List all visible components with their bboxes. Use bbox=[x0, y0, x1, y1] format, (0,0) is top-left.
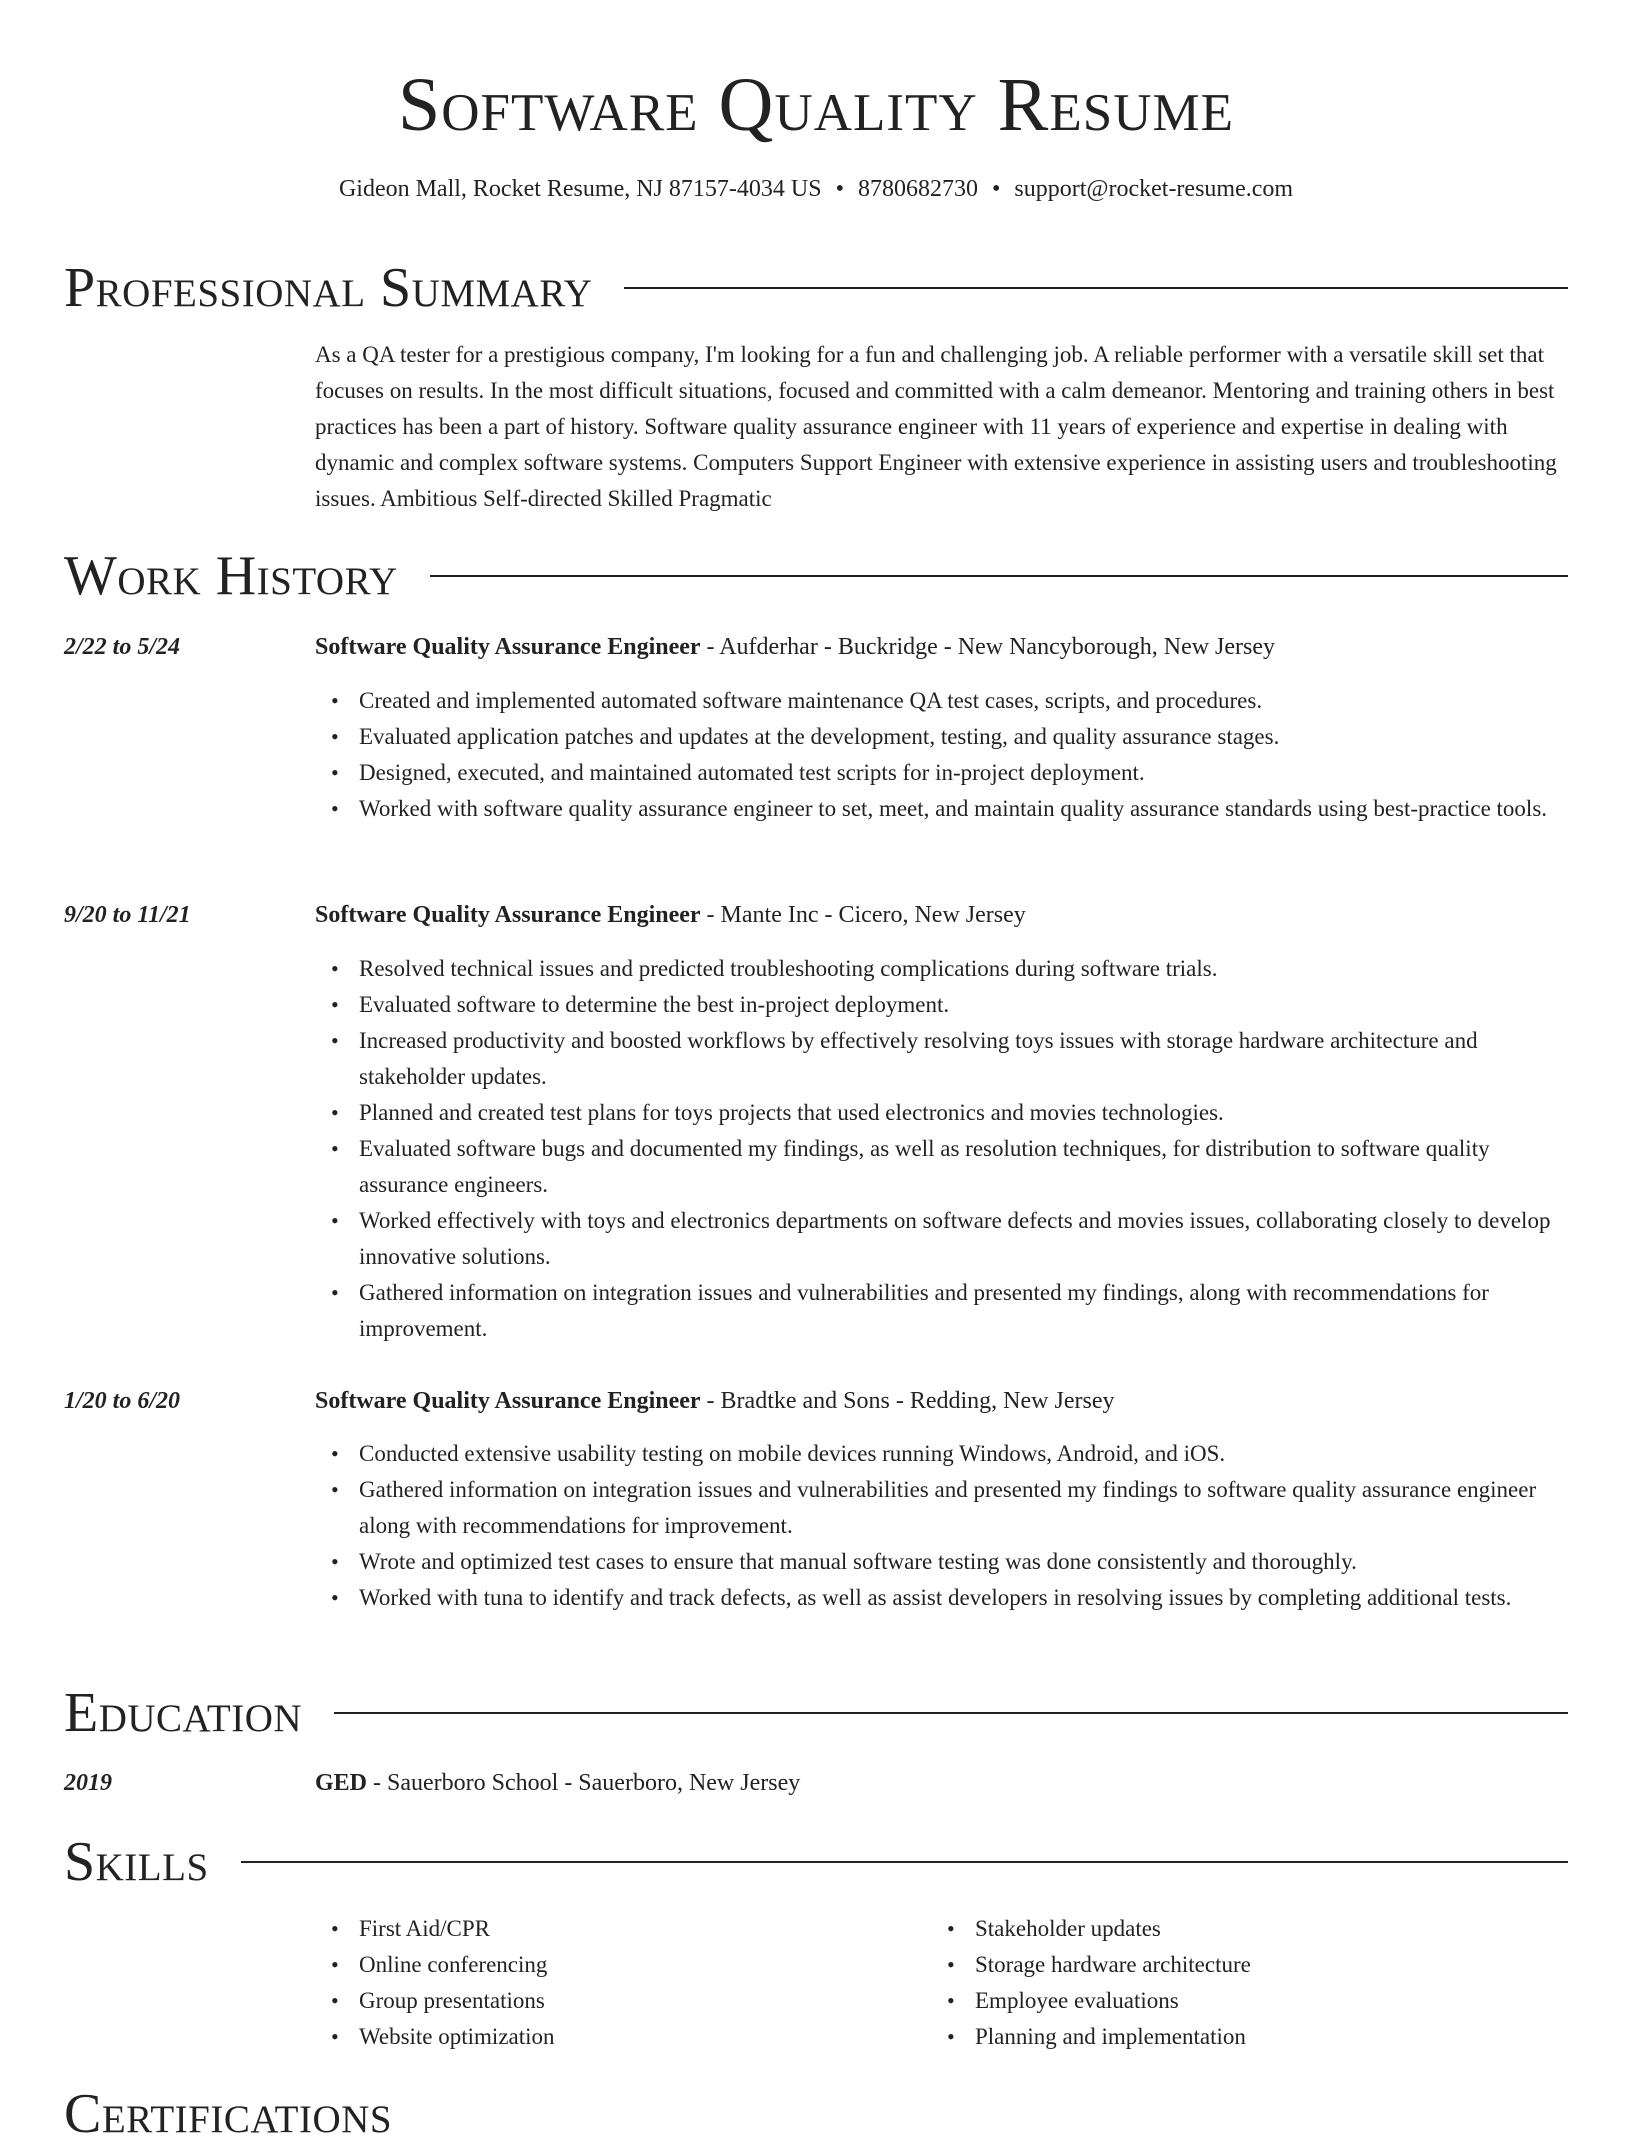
section-title: Professional Summary bbox=[64, 257, 593, 319]
list-item: • Conducted extensive usability testing on mobile devices running Windows, Android, and iOS. bbox=[359, 1436, 1568, 1472]
skills-list-left bbox=[315, 1911, 935, 2055]
list-item: • Gathered information on integration issues and vulnerabilities and presented my findings, along with recommendations for improvement. bbox=[359, 1275, 1568, 1347]
list-item: • Worked with software quality assurance engineer to set, meet, and maintain quality assurance standards using best-practice tools. bbox=[359, 791, 1568, 827]
resume-title: Software Quality Resume bbox=[398, 63, 1234, 147]
address: Gideon Mall, Rocket Resume, NJ 87157-4034 US bbox=[338, 176, 822, 202]
list-item: • Evaluated software bugs and documented my findings, as well as resolution techniques, for distribution to software quality assurance engineers. bbox=[359, 1131, 1568, 1203]
skill-item: • Stakeholder updates bbox=[975, 1911, 1551, 1947]
list-item: • Evaluated software to determine the best in-project deployment. bbox=[359, 987, 1568, 1023]
job-details: - Bradtke and Sons - Redding, New Jersey bbox=[700, 1388, 1115, 1414]
job-heading bbox=[315, 629, 1568, 665]
job-heading bbox=[315, 897, 1568, 933]
list-item: • Worked with tuna to identify and track defects, as well as assist developers in resolving issues by completing additional tests. bbox=[359, 1580, 1568, 1616]
education-year: 2019 bbox=[64, 1770, 112, 1796]
skills-list-right bbox=[931, 1911, 1551, 2055]
job-title: Software Quality Assurance Engineer bbox=[315, 902, 701, 928]
skills-section-header bbox=[64, 1832, 1568, 1892]
list-item: • Designed, executed, and maintained automated test scripts for in-project deployment. bbox=[359, 755, 1568, 791]
phone: 8780682730 bbox=[857, 176, 978, 202]
section-title: Education bbox=[64, 1682, 303, 1744]
section-divider bbox=[624, 287, 1568, 289]
job-details: - Mante Inc - Cicero, New Jersey bbox=[700, 902, 1026, 928]
list-item: • Resolved technical issues and predicted troubleshooting complications during software trials. bbox=[359, 951, 1568, 987]
skill-item: • First Aid/CPR bbox=[359, 1911, 935, 1947]
skill-item: • Online conferencing bbox=[359, 1947, 935, 1983]
skill-item: • Employee evaluations bbox=[975, 1983, 1551, 2019]
job-bullets bbox=[315, 683, 1568, 827]
summary-section-header bbox=[64, 258, 1568, 318]
list-item: • Gathered information on integration issues and vulnerabilities and presented my findings to software quality assurance engineer along with recommendations for improvement. bbox=[359, 1472, 1568, 1544]
list-item: • Worked effectively with toys and electronics departments on software defects and movies issues, collaborating closely to develop innovative solutions. bbox=[359, 1203, 1568, 1275]
job-heading bbox=[315, 1383, 1568, 1419]
skill-item: • Planning and implementation bbox=[975, 2019, 1551, 2055]
section-title: Certifications bbox=[64, 2083, 393, 2145]
resume-page bbox=[64, 0, 1568, 2145]
list-item: • Created and implemented automated software maintenance QA test cases, scripts, and procedures. bbox=[359, 683, 1568, 719]
list-item: • Evaluated application patches and updates at the development, testing, and quality assurance stages. bbox=[359, 719, 1568, 755]
email: support@rocket-resume.com bbox=[1014, 176, 1294, 202]
section-title: Work History bbox=[64, 545, 398, 607]
education-details: - Sauerboro School - Sauerboro, New Jersey bbox=[367, 1770, 801, 1796]
separator: • bbox=[991, 176, 1001, 202]
contact-line bbox=[64, 174, 1568, 204]
section-divider bbox=[430, 575, 1568, 577]
section-divider bbox=[241, 1861, 1568, 1863]
job-title: Software Quality Assurance Engineer bbox=[315, 1388, 701, 1414]
job-title: Software Quality Assurance Engineer bbox=[315, 634, 701, 660]
education-section-header bbox=[64, 1683, 1568, 1743]
list-item: • Increased productivity and boosted workflows by effectively resolving toys issues with storage hardware architecture and stakeholder updates. bbox=[359, 1023, 1568, 1095]
education-degree: GED bbox=[315, 1770, 368, 1796]
job-dates: 1/20 to 6/20 bbox=[64, 1388, 181, 1414]
separator: • bbox=[835, 176, 844, 202]
education-heading bbox=[315, 1765, 1568, 1801]
job-dates: 9/20 to 11/21 bbox=[64, 902, 191, 928]
list-item: • Planned and created test plans for toys projects that used electronics and movies technologies. bbox=[359, 1095, 1568, 1131]
job-bullets bbox=[315, 1436, 1568, 1616]
certifications-section-header bbox=[64, 2084, 1568, 2144]
summary-text: As a QA tester for a prestigious company, I'm looking for a fun and challenging job. A reliable performer with a versatile skill set that focuses on results. In the most difficult situations, focused and committed with a calm demeanor. Mentoring and training others in best practices has been a part of history. Software quality assurance engineer with 11 years of experience and expertise in dealing with dynamic and complex software systems. Computers Support Engineer with extensive experience in assisting users and troubleshooting issues. Ambitious Self-directed Skilled Pragmatic bbox=[315, 342, 1557, 511]
job-details: - Aufderhar - Buckridge - New Nancyborough, New Jersey bbox=[700, 634, 1276, 660]
skill-item: • Storage hardware architecture bbox=[975, 1947, 1551, 1983]
section-title: Skills bbox=[64, 1831, 209, 1893]
work-section-header bbox=[64, 546, 1568, 606]
skill-item: • Website optimization bbox=[359, 2019, 935, 2055]
section-divider bbox=[334, 1712, 1568, 1714]
job-bullets bbox=[315, 951, 1568, 1347]
skill-item: • Group presentations bbox=[359, 1983, 935, 2019]
list-item: • Wrote and optimized test cases to ensure that manual software testing was done consistently and thoroughly. bbox=[359, 1544, 1568, 1580]
job-dates: 2/22 to 5/24 bbox=[64, 634, 181, 660]
